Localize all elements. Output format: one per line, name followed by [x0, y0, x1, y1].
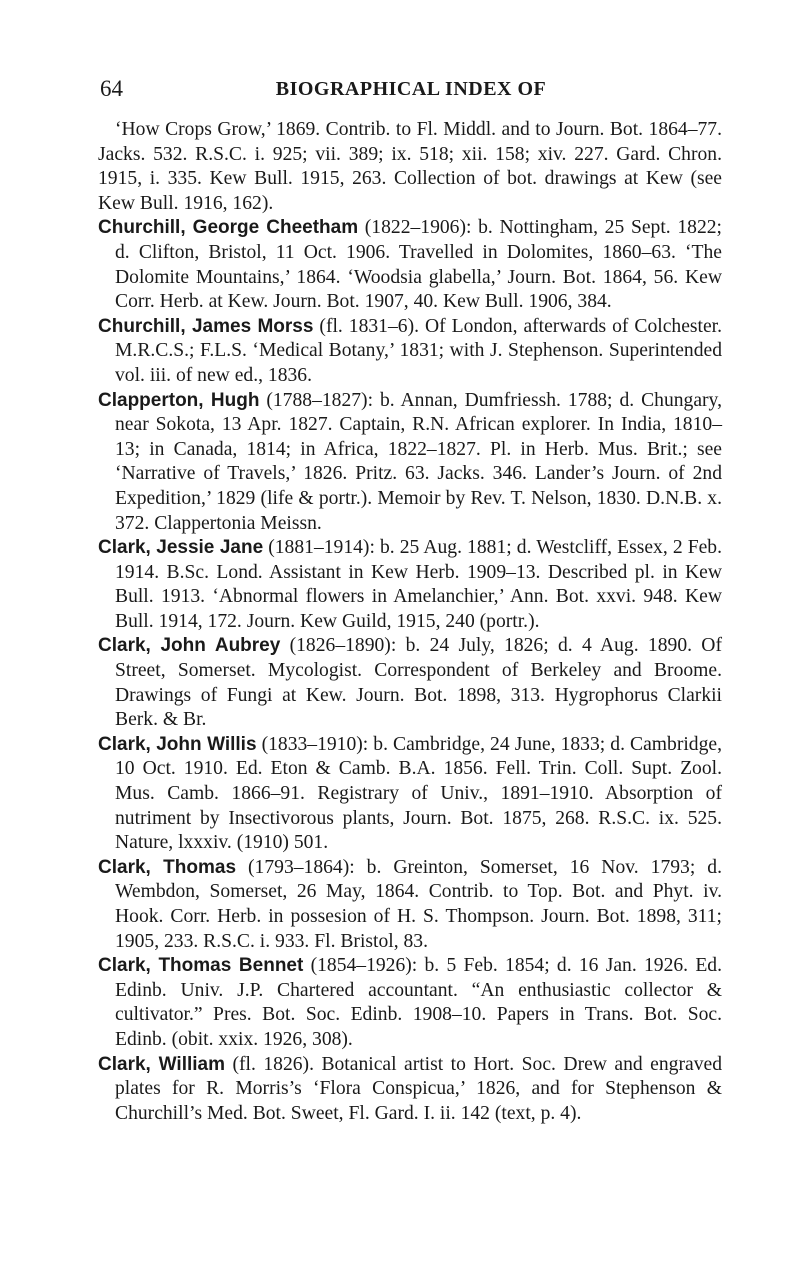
entry-name: Churchill, George Cheetham: [98, 217, 359, 239]
biography-entry: [98, 634, 722, 732]
entry-name: Churchill, James Morss: [98, 315, 314, 337]
biography-entry: [98, 389, 722, 537]
entry-name: Clark, William: [98, 1053, 226, 1075]
entry-name: Clark, Thomas: [98, 856, 237, 878]
entry-name: Clapperton, Hugh: [98, 389, 260, 411]
biography-entry: [98, 733, 722, 856]
entry-text: (fl. 1826). Botanical artist to Hort. Soc. Drew and engraved plates for R. Morris’s ‘Flora Conspicua,’ 1826, and for Stephenson & Churchill’s Med. Bot. Sweet, Fl. Gard. I. ii. 142 (text, p. 4).: [115, 1053, 722, 1124]
entry-text: (1793–1864): b. Greinton, Somerset, 16 Nov. 1793; d. Wembdon, Somerset, 26 May, 1864. Contrib. to Top. Bot. and Phyt. iv. Hook. Corr. Herb. in possesion of H. S. Thompson. Journ. Bot. 1898, 311; 1905, 233. R.S.C. i. 933. Fl. Bristol, 83.: [115, 856, 722, 952]
entry-text: (1881–1914): b. 25 Aug. 1881; d. Westcliff, Essex, 2 Feb. 1914. B.Sc. Lond. Assistant in Kew Herb. 1909–13. Described pl. in Kew Bull. 1913. ‘Abnormal flowers in Amelanchier,’ Ann. Bot. xxvi. 948. Kew Bull. 1914, 172. Journ. Kew Guild, 1915, 240 (portr.).: [115, 537, 722, 632]
page-body: [98, 118, 722, 1126]
biography-entry: [98, 536, 722, 634]
biography-entry: [98, 216, 722, 314]
page-header: [100, 76, 722, 106]
biography-entry: [98, 856, 722, 954]
entry-text: (1822–1906): b. Nottingham, 25 Sept. 1822; d. Clifton, Bristol, 11 Oct. 1906. Travelled in Dolomites, 1860–63. ‘The Dolomite Mountains,’ 1864. ‘Woodsia glabella,’ Journ. Bot. 1864, 56. Kew Corr. Herb. at Kew. Journ. Bot. 1907, 40. Kew Bull. 1906, 384.: [115, 217, 722, 313]
entry-name: Clark, John Aubrey: [98, 635, 281, 657]
entry-text: (1833–1910): b. Cambridge, 24 June, 1833; d. Cambridge, 10 Oct. 1910. Ed. Eton & Camb. B.A. 1856. Fell. Trin. Coll. Supt. Zool. Mus. Camb. 1866–91. Registrary of Univ., 1891–1910. Absorption of nutriment by Insectivorous plants, Journ. Bot. 1875, 268. R.S.C. ix. 525. Nature, lxxxiv. (1910) 501.: [115, 733, 722, 854]
entry-text: (1788–1827): b. Annan, Dumfriessh. 1788; d. Chungary, near Sokota, 13 Apr. 1827. Captain, R.N. African explorer. In India, 1810–13; in Canada, 1814; in Africa, 1822–1827. Pl. in Herb. Mus. Brit.; see ‘Narrative of Travels,’ 1826. Pritz. 63. Jacks. 346. Lander’s Journ. of 2nd Expedition,’ 1829 (life & portr.). Memoir by Rev. T. Nelson, 1830. D.N.B. x. 372. Clappertonia Meissn.: [115, 389, 722, 534]
continuation-paragraph: ‘How Crops Grow,’ 1869. Contrib. to Fl. Middl. and to Journ. Bot. 1864–77. Jacks. 532. R.S.C. i. 925; vii. 389; ix. 518; xii. 158; xiv. 227. Gard. Chron. 1915, i. 335. Kew Bull. 1915, 263. Collection of bot. drawings at Kew (see Kew Bull. 1916, 162).: [98, 119, 722, 214]
entry-name: Clark, John Willis: [98, 733, 257, 755]
running-title: BIOGRAPHICAL INDEX OF: [275, 78, 547, 100]
biography-entry: [98, 1053, 722, 1127]
entry-name: Clark, Thomas Bennet: [98, 955, 304, 977]
entry-text: (1854–1926): b. 5 Feb. 1854; d. 16 Jan. 1926. Ed. Edinb. Univ. J.P. Chartered accountant. “An enthusiastic collector & cultivator.” Pres. Bot. Soc. Edinb. 1908–10. Papers in Trans. Bot. Soc. Edinb. (obit. xxix. 1926, 308).: [115, 955, 723, 1050]
biography-entry: [98, 954, 722, 1052]
entry-text: (1826–1890): b. 24 July, 1826; d. 4 Aug. 1890. Of Street, Somerset. Mycologist. Correspondent of Berkeley and Broome. Drawings of Fungi at Kew. Journ. Bot. 1898, 313. Hygrophorus Clarkii Berk. & Br.: [115, 635, 722, 731]
entry-text: (fl. 1831–6). Of London, afterwards of Colchester. M.R.C.S.; F.L.S. ‘Medical Botany,’ 1831; with J. Stephenson. Superintended vol. iii. of new ed., 1836.: [115, 315, 722, 386]
biography-entry: [98, 315, 722, 389]
entry-name: Clark, Jessie Jane: [98, 537, 264, 559]
page-number: 64: [100, 76, 123, 101]
